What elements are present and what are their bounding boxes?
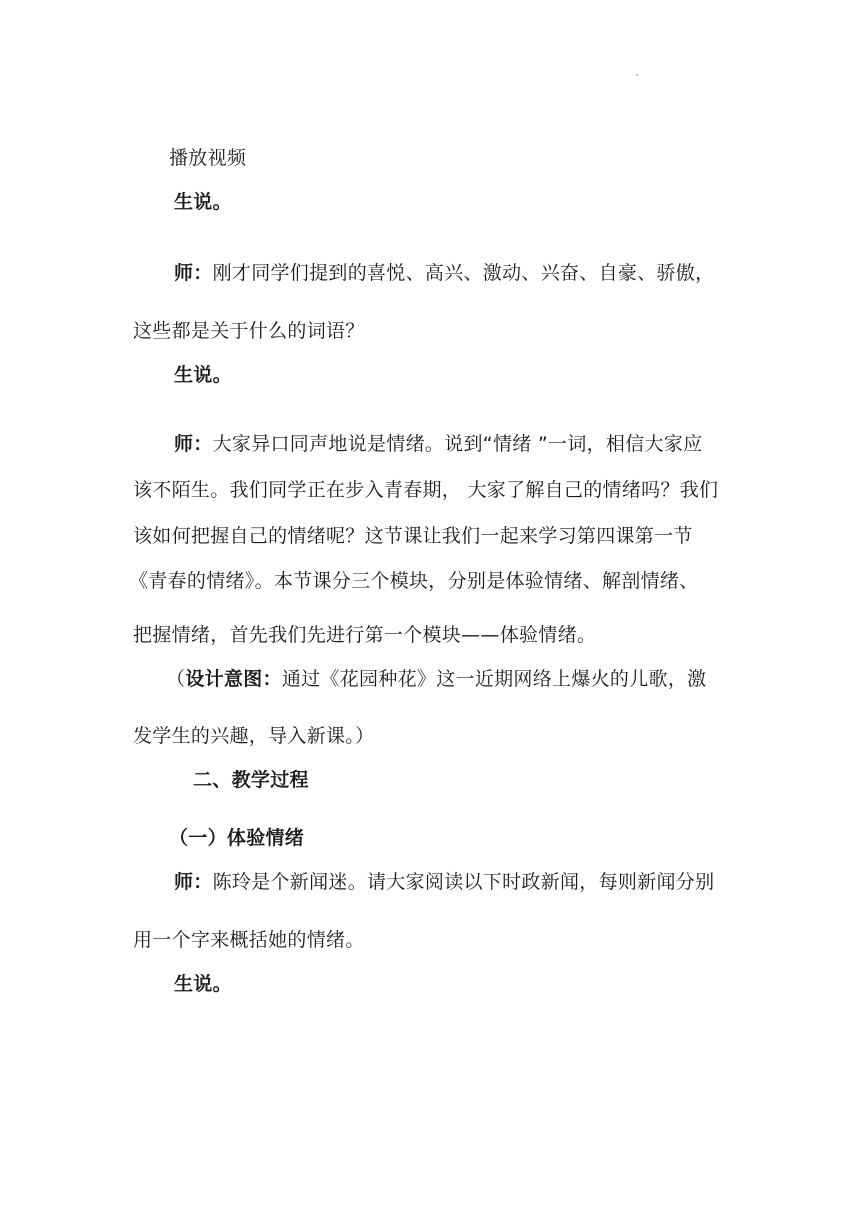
paragraph-text: 该如何把握自己的情绪呢？这节课让我们一起来学习第四课第一节 xyxy=(133,525,693,547)
text-line xyxy=(133,723,374,749)
design-intent-label: 设计意图： xyxy=(185,668,282,690)
paragraph-text: 大家异口同声地说是情绪。说到“情绪 ”一词，相信大家应 xyxy=(212,433,703,455)
text-line xyxy=(133,622,596,648)
text-line xyxy=(174,869,714,895)
text-line xyxy=(133,318,365,344)
paragraph-text: 把握情绪，首先我们先进行第一个模块——体验情绪。 xyxy=(133,624,597,646)
text-line xyxy=(169,145,246,171)
text-line xyxy=(166,666,706,692)
student-speaks-text: 生说。 xyxy=(174,973,232,995)
text-line xyxy=(133,927,365,953)
play-video-text: 播放视频 xyxy=(169,147,247,169)
paragraph-text: 《青春的情绪》。本节课分三个模块，分别是体验情绪、解剖情绪、 xyxy=(129,570,699,592)
paragraph-text: 发学生的兴趣，导入新课。） xyxy=(133,725,375,747)
paragraph-text: 用一个字来概括她的情绪。 xyxy=(133,929,365,951)
experience-emotion-heading: （一）体验情绪 xyxy=(169,827,305,849)
subsection-heading xyxy=(169,825,304,851)
section-heading xyxy=(193,767,309,793)
teacher-label: 师： xyxy=(174,433,213,455)
paragraph-text: 通过《花园种花》这一近期网络上爆火的儿歌，激 xyxy=(281,668,707,690)
teaching-process-heading: 二、教学过程 xyxy=(193,769,309,791)
text-line xyxy=(174,431,702,457)
text-line xyxy=(174,189,232,215)
teacher-label: 师： xyxy=(174,871,213,893)
paragraph-text: 陈玲是个新闻迷。请大家阅读以下时政新闻，每则新闻分别 xyxy=(212,871,715,893)
text-line xyxy=(129,568,699,594)
teacher-label: 师： xyxy=(174,262,213,284)
text-line xyxy=(174,260,714,286)
text-line xyxy=(174,971,232,997)
bracket-text: （ xyxy=(166,668,186,690)
paragraph-text: 该不陌生。我们同学正在步入青春期， 大家了解自己的情绪吗？我们 xyxy=(133,479,719,501)
paragraph-text: 刚才同学们提到的喜悦、高兴、激动、兴奋、自豪、骄傲， xyxy=(212,262,715,284)
text-line xyxy=(133,477,718,503)
paragraph-text: 这些都是关于什么的词语？ xyxy=(133,320,365,342)
student-speaks-text: 生说。 xyxy=(174,191,232,213)
text-line xyxy=(133,523,693,549)
student-speaks-text: 生说。 xyxy=(174,364,232,386)
page-mark xyxy=(636,74,638,76)
text-line xyxy=(174,362,232,388)
